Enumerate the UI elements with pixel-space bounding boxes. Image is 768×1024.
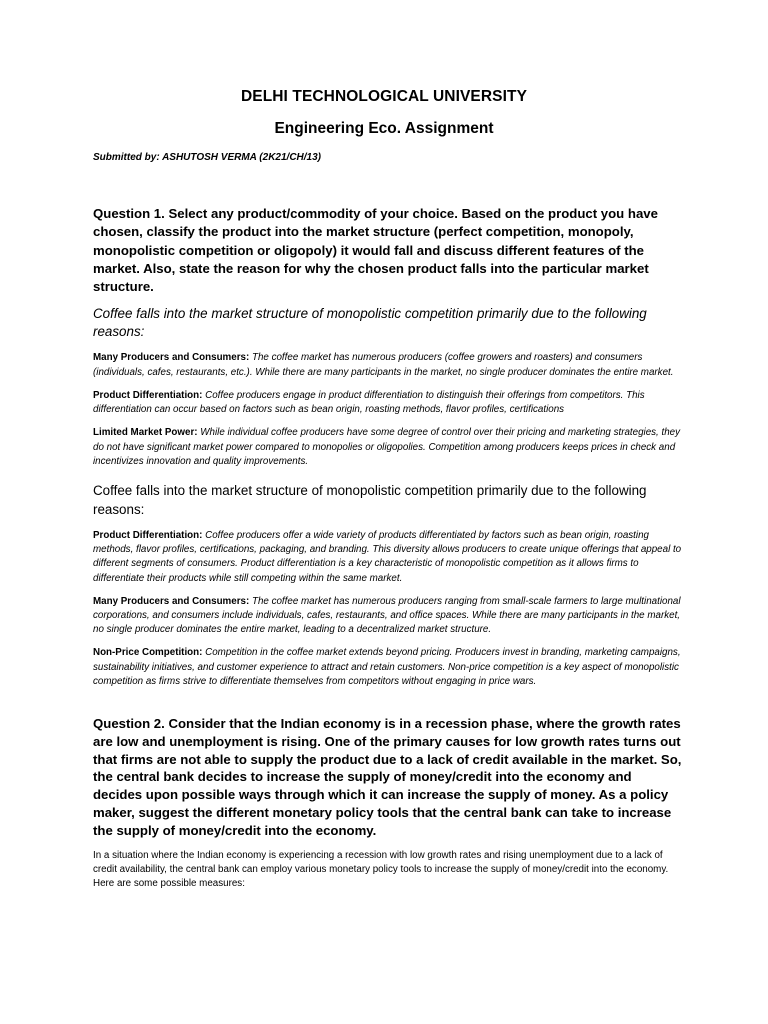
point-many-producers xyxy=(93,351,683,379)
point-description: Coffee producers offer a wide variety of products differentiated by factors such as bean origin, roasting methods, flavor profiles, certifications, packaging, and branding. This diversity allows producers to create unique offerings that appeal to different segments of consumers. Product differentiation is a key characteristic of monopolistic competition as it allows firms to differentiate their products while still competing within the same market. xyxy=(93,529,682,584)
question-1: Question 1. Select any product/commodity of your choice. Based on the product you have chosen, classify the product into the market structure (perfect competition, monopoly, monopolistic competition or oligopoly) it would fall and discuss different features of the market. Also, state the reason for why the chosen product falls into the particular market structure. xyxy=(93,206,658,295)
point-description: The coffee market has numerous producers (coffee growers and roasters) and consumers (individuals, cafes, restaurants, etc.). While there are many participants in the market, no single producer dominates the entire market. xyxy=(93,352,674,378)
point-term: Limited Market Power: xyxy=(93,427,198,439)
point-description: The coffee market has numerous producers ranging from small-scale farmers to large multinational corporations, and consumers include individuals, cafes, restaurants, and office spaces. While there are many participants in the market, no single producer dominates the entire market, leading to a decentralized market structure. xyxy=(93,595,681,636)
question-2: Question 2. Consider that the Indian economy is in a recession phase, where the growth rates are low and unemployment is rising. One of the primary causes for low growth rates turns out that firms are not able to supply the product due to a lack of credit available in the market. So, the central bank decides to increase the supply of money/credit into the economy and decides upon possible ways through which it can increase the supply of money. As a policy maker, suggest the different monetary policy tools that the central bank can take to increase the supply of money/credit into the economy. xyxy=(93,715,682,838)
point-term: Product Differentiation: xyxy=(93,389,203,401)
point-non-price-competition xyxy=(93,646,683,689)
point-many-producers-2 xyxy=(93,595,683,638)
point-product-differentiation-2 xyxy=(93,529,683,586)
point-description: Competition in the coffee market extends beyond pricing. Producers invest in branding, marketing campaigns, sustainability initiatives, and customer experience to attract and retain customers. Non-price competition is a key aspect of monopolistic competition as firms strive to differentiate themselves from competitors without engaging in price wars. xyxy=(93,647,681,687)
answer-1-intro-repeat: Coffee falls into the market structure of monopolistic competition primarily due to the following reasons: xyxy=(93,482,647,518)
point-product-differentiation xyxy=(93,389,683,417)
point-description: While individual coffee producers have some degree of control over their pricing and marketing strategies, they do not have significant market power compared to monopolies or oligopolies. Competition among producers keeps prices in check and incentivizes innovation and quality improvements. xyxy=(93,427,681,467)
point-term: Product Differentiation: xyxy=(93,529,203,541)
point-limited-market-power xyxy=(93,426,683,469)
document-body xyxy=(93,205,683,891)
university-title: DELHI TECHNOLOGICAL UNIVERSITY xyxy=(240,88,528,105)
answer-1-intro: Coffee falls into the market structure of monopolistic competition primarily due to the following reasons: xyxy=(93,306,647,340)
point-term: Non-Price Competition: xyxy=(93,647,203,659)
assignment-title: Engineering Eco. Assignment xyxy=(274,120,494,137)
answer-2: In a situation where the Indian economy is experiencing a recession with low growth rates and rising unemployment due to a lack of credit availability, the central bank can employ various monetary policy tools to increase the supply of money/credit into the economy. Here are some possible measures: xyxy=(93,849,669,889)
point-term: Many Producers and Consumers: xyxy=(93,352,250,364)
point-term: Many Producers and Consumers: xyxy=(93,595,250,607)
point-description: Coffee producers engage in product differentiation to distinguish their offerings from competitors. This differentiation can occur based on factors such as bean origin, roasting methods, flavor profiles, certifications xyxy=(93,389,645,416)
submitted-by: Submitted by: ASHUTOSH VERMA (2K21/CH/13) xyxy=(93,152,321,163)
